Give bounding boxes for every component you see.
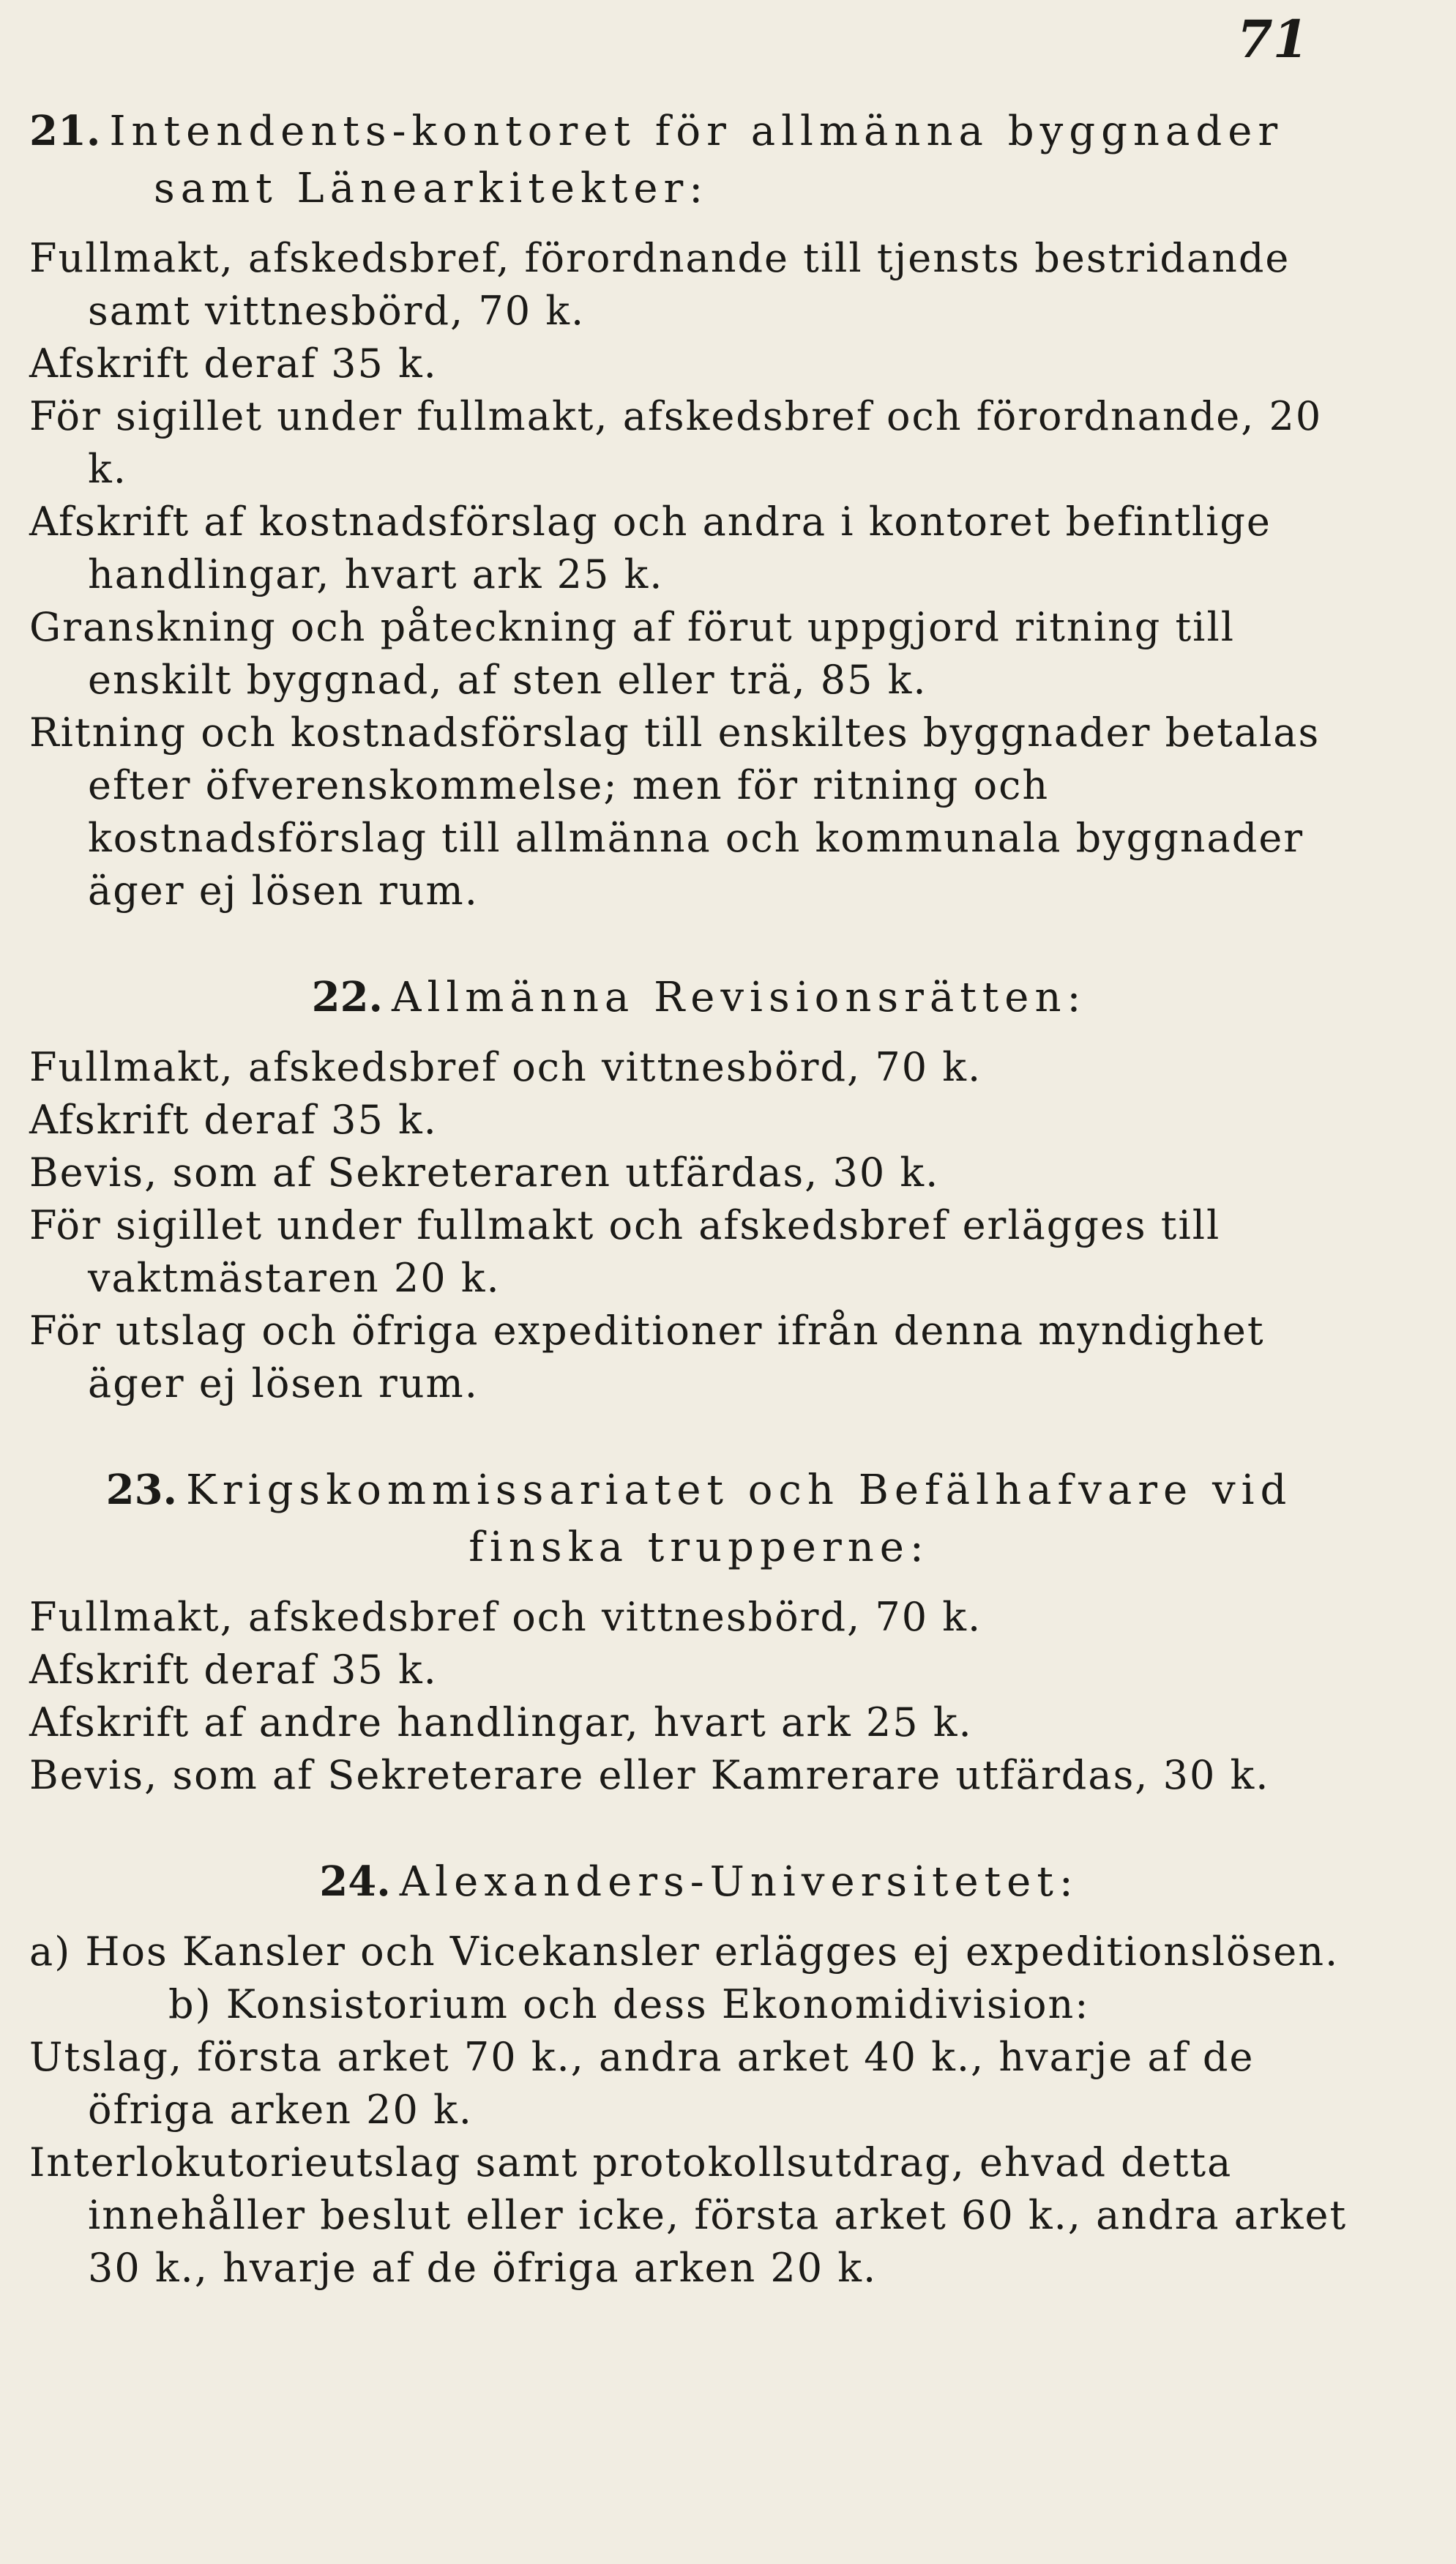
entry-list [29, 232, 1369, 917]
section-heading [29, 1853, 1369, 1911]
fee-entry: Afskrift af kostnadsförslag och andra i kontoret befintlige handlingar, hvart ark 25 k. [29, 499, 1272, 597]
fee-entry: Fullmakt, afskedsbref, förordnande till tjensts bestridande samt vittnesbörd, 70 k. [29, 235, 1291, 334]
fee-entry: Fullmakt, afskedsbref och vittnesbörd, 70 k. [29, 1594, 982, 1640]
section-number: 21. [29, 107, 101, 155]
section-heading [29, 969, 1369, 1026]
fee-entry: För sigillet under fullmakt, afskedsbref och förordnande, 20 k. [29, 393, 1323, 492]
fee-entry: Interlokutorieutslag samt protokollsutdrag, ehvad detta innehåller beslut eller icke, första arket 60 k., andra arket 30 k., hvarje af de öfriga arken 20 k. [29, 2139, 1348, 2291]
section-heading [29, 1461, 1369, 1576]
fee-entry: Fullmakt, afskedsbref och vittnesbörd, 70 k. [29, 1044, 982, 1090]
fee-entry: Utslag, första arket 70 k., andra arket 40 k., hvarje af de öfriga arken 20 k. [29, 2034, 1255, 2133]
fee-entry: För utslag och öfriga expeditioner ifrån denna myndighet äger ej lösen rum. [29, 1308, 1265, 1406]
section-24 [29, 1853, 1369, 2295]
section-title: Alexanders-Universitetet: [399, 1858, 1079, 1906]
section-22 [29, 969, 1369, 1410]
section-23 [29, 1461, 1369, 1802]
fee-entry: Afskrift deraf 35 k. [29, 1097, 438, 1143]
section-title: Intendents-kontoret för allmänna byggnader samt Länearkitekter: [109, 108, 1284, 212]
section-number: 22. [311, 973, 384, 1021]
entry-list [29, 1041, 1369, 1410]
subsection-heading: b) Konsistorium och dess Ekonomidivision: [168, 1981, 1090, 2027]
fee-entry: Afskrift deraf 35 k. [29, 1647, 438, 1693]
document-body [29, 103, 1369, 2295]
fee-entry: a) Hos Kansler och Vicekansler erlägges ej expeditionslösen. [29, 1928, 1340, 1975]
entry-list [29, 1926, 1369, 2295]
fee-entry: Bevis, som af Sekreteraren utfärdas, 30 k. [29, 1149, 940, 1196]
fee-entry: Granskning och påteckning af förut uppgjord ritning till enskilt byggnad, af sten eller trä, 85 k. [29, 604, 1235, 703]
section-number: 23. [105, 1466, 178, 1514]
fee-entry: Ritning och kostnadsförslag till enskiltes byggnader betalas efter öfverenskommelse; men för ritning och kostnadsförslag till allmänna och kommunala byggnader äger ej lösen rum. [29, 709, 1321, 914]
section-21 [29, 103, 1369, 917]
section-title: Krigskommissariatet och Befälhafvare vid finska trupperne: [186, 1467, 1293, 1571]
section-title: Allmänna Revisionsrätten: [392, 974, 1087, 1021]
fee-entry: Bevis, som af Sekreterare eller Kamrerare utfärdas, 30 k. [29, 1752, 1270, 1798]
section-number: 24. [319, 1857, 391, 1906]
fee-entry: För sigillet under fullmakt och afskedsbref erlägges till vaktmästaren 20 k. [29, 1202, 1221, 1301]
page-number: 71 [1237, 9, 1309, 70]
fee-entry: Afskrift deraf 35 k. [29, 340, 438, 387]
section-heading [29, 103, 1369, 217]
fee-entry: Afskrift af andre handlingar, hvart ark 25 k. [29, 1699, 973, 1745]
entry-list [29, 1591, 1369, 1802]
